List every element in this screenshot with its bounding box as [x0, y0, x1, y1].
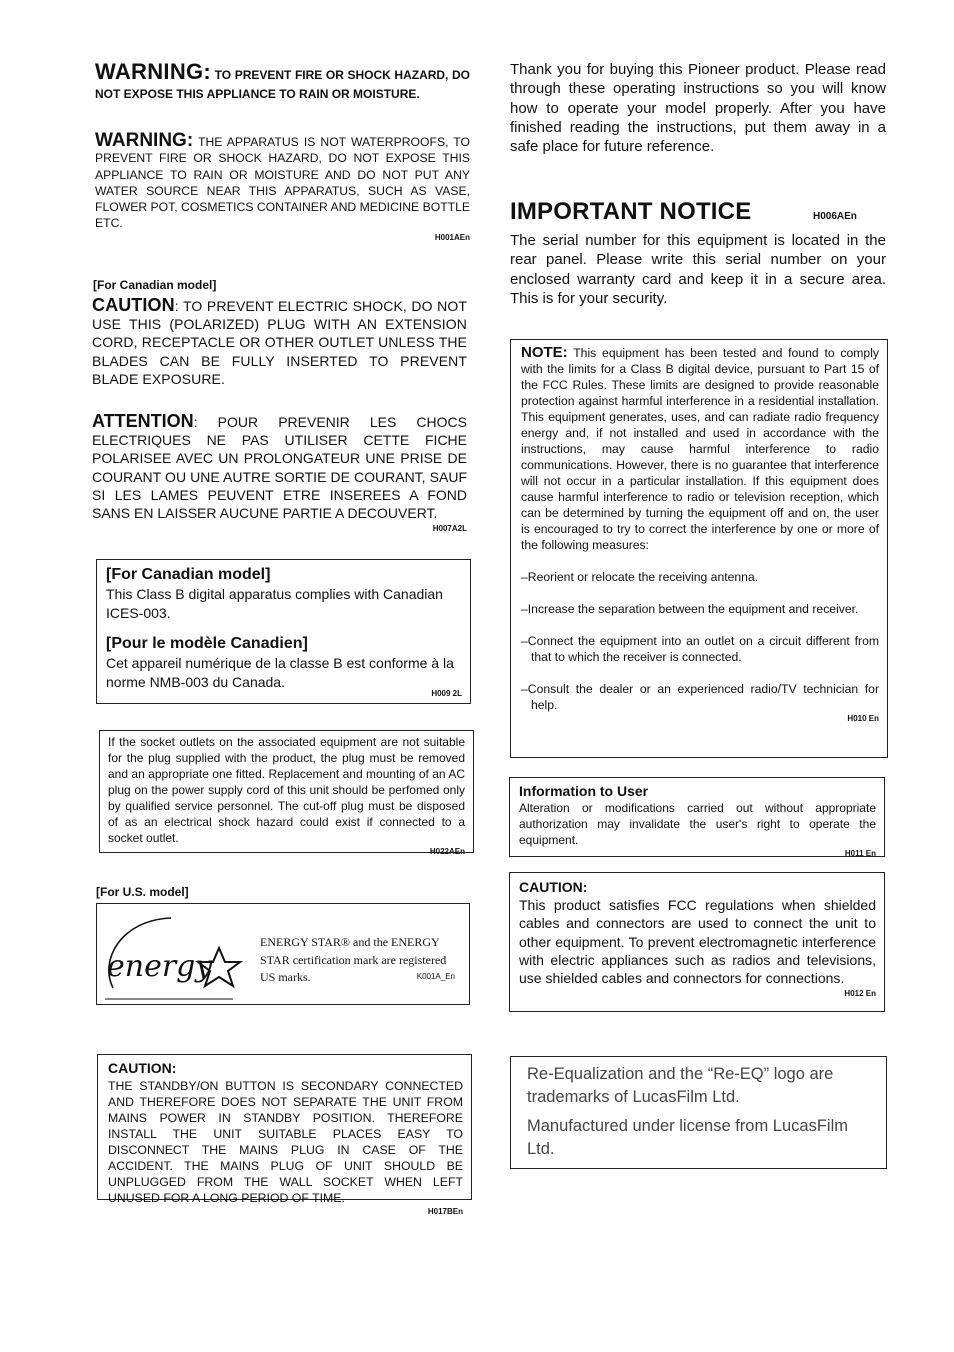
reference-code: H011 En	[844, 849, 876, 858]
info-title: Information to User	[519, 783, 649, 799]
thank-you-paragraph: Thank you for buying this Pioneer product. Please read through these operating instructions so you will know how to operate your model properly. After you have finished reading the instructions, put them away in a safe place for future reference.	[510, 61, 886, 156]
reference-code: H012 En	[844, 989, 876, 999]
warning-fire-shock	[95, 59, 470, 104]
re-eq-trademark-box	[510, 1056, 887, 1169]
attention-french	[92, 412, 467, 538]
note-measure: –Increase the separation between the equipment and receiver.	[521, 602, 859, 616]
fcc-caution-text: This product satisfies FCC regulations when shielded cables and connectors are used to connect the unit to other equipment. To prevent electromagnetic interference with electric appliances such as radios and televisions, use shielded cables and connectors for connections.	[519, 897, 876, 987]
attention-label: ATTENTION	[92, 411, 194, 431]
reeq-license-text: Manufactured under license from LucasFilm Ltd.	[527, 1117, 848, 1158]
canadian-caution	[92, 296, 467, 388]
reference-code: H007A2L	[432, 524, 467, 534]
caution-label: CAUTION:	[519, 879, 588, 895]
attention-text: : POUR PREVENIR LES CHOCS ELECTRIQUES NE PAS UTILISER CETTE FICHE POLARISEE AVEC UN PROLONGATEUR UNE PRISE DE COURANT OU UNE AUTRE SORTIE DE COURANT, SAUF SI LES LAMES PEUVENT ETRE INSEREES A FOND SANS EN LAISSER AUCUNE PARTIE A DECOUVERT.	[92, 414, 467, 522]
ices-compliance-box	[96, 559, 471, 704]
energy-star-text: ENERGY STAR® and the ENERGY STAR certification mark are registered US marks.	[260, 935, 447, 984]
note-measure: –Reorient or relocate the receiving antenna.	[521, 570, 759, 584]
ices-en-text: This Class B digital apparatus complies with Canadian ICES-003.	[106, 586, 443, 621]
reference-code: H006AEn	[813, 211, 857, 222]
plug-text: If the socket outlets on the associated equipment are not suitable for the plug supplied with the product, the plug must be removed and an appropriate one fitted. Replacement and mounting of an AC plug on the power supply cord of this unit should be perfomed only by qualified service personnel. The cut-off plug must be disposed of as an electrical shock hazard could exist if connected to a socket outlet.	[108, 735, 465, 845]
reference-code: H001AEn	[434, 232, 470, 242]
caution-text: : TO PREVENT ELECTRIC SHOCK, DO NOT USE THIS (POLARIZED) PLUG WITH AN EXTENSION CORD, RECEPTACLE OR OTHER OUTLET UNLESS THE BLADES CAN BE FULLY INSERTED TO PREVENT BLADE EXPOSURE.	[92, 298, 467, 387]
energy-star-box	[96, 903, 470, 1005]
note-label: NOTE:	[521, 344, 568, 361]
us-model-header: [For U.S. model]	[96, 885, 189, 899]
reference-code: H017BEn	[427, 1207, 463, 1216]
reference-code: H022AEn	[429, 847, 465, 856]
caution-label: CAUTION:	[108, 1060, 177, 1076]
note-measure: –Connect the equipment into an outlet on a circuit different from that to which the receiver is connected.	[521, 634, 879, 664]
important-notice-text: The serial number for this equipment is located in the rear panel. Please write this serial number on your enclosed warranty card and keep it in a secure area. This is for your security.	[510, 232, 886, 307]
energy-star-logo	[101, 910, 251, 1002]
information-to-user-box	[509, 777, 885, 857]
standby-text: THE STANDBY/ON BUTTON IS SECONDARY CONNECTED AND THEREFORE DOES NOT SEPARATE THE UNIT FROM MAINS POWER IN STANDBY POSITION. THEREFORE INSTALL THE UNIT SUITABLE PLACES EASY TO DISCONNECT THE MAINS PLUG IN CASE OF THE ACCIDENT. THE MAINS PLUG OF UNIT SHOULD BE UNPLUGGED FROM THE WALL SOCKET WHEN LEFT UNUSED FOR A LONG PERIOD OF TIME.	[108, 1079, 463, 1205]
ices-en-header: [For Canadian model]	[106, 566, 271, 583]
ices-fr-header: [Pour le modèle Canadien]	[106, 635, 308, 652]
warning-waterproof	[95, 130, 470, 246]
note-text: This equipment has been tested and found to comply with the limits for a Class B digital device, pursuant to Part 15 of the FCC Rules. These limits are designed to provide reasonable protection against harmful interference in a residential installation. This equipment generates, uses, and can radiate radio frequency energy and, if not installed and used in accordance with the instructions, may cause harmful interference to radio communications. However, there is no guarantee that interference will not occur in a particular installation. If this equipment does cause harmful interference to radio or television reception, which can be determined by turning the equipment off and on, the user is encouraged to try to correct the interference by one or more of the following measures:	[521, 346, 879, 552]
canadian-model-header: [For Canadian model]	[93, 278, 217, 292]
warning-label: WARNING:	[95, 130, 194, 151]
info-text: Alteration or modifications carried out without appropriate authorization may invalidate the user's right to operate the equipment.	[519, 801, 876, 847]
ices-fr-text: Cet appareil numérique de la classe B est conforme à la norme NMB-003 du Canada.	[106, 655, 454, 690]
reference-code: H009 2L	[431, 689, 462, 698]
fcc-caution-box	[509, 872, 885, 1012]
caution-label: CAUTION	[92, 295, 175, 315]
plug-replacement-box	[99, 730, 474, 856]
warning-text: TO PREVENT FIRE OR SHOCK HAZARD, DO NOT EXPOSE THIS APPLIANCE TO RAIN OR MOISTURE.	[95, 68, 470, 101]
note-measure: –Consult the dealer or an experienced radio/TV technician for help.	[521, 682, 879, 712]
reference-code: H010 En	[847, 714, 879, 723]
reeq-trademark-text: Re-Equalization and the “Re-EQ” logo are trademarks of LucasFilm Ltd.	[527, 1065, 834, 1106]
reference-code: K001A_En	[416, 972, 455, 981]
fcc-note-box	[510, 339, 888, 758]
warning-label: WARNING:	[95, 59, 212, 84]
important-notice-title: IMPORTANT NOTICE	[510, 198, 752, 225]
warning-text: THE APPARATUS IS NOT WATERPROOFS, TO PREVENT FIRE OR SHOCK HAZARD, DO NOT EXPOSE THIS APPLIANCE TO RAIN OR MOISTURE AND DO NOT PUT ANY WATER SOURCE NEAR THIS APPARATUS, SUCH AS VASE, FLOWER POT, COSMETICS CONTAINER AND MEDICINE BOTTLE ETC.	[95, 135, 470, 231]
energy-logo-text: energy	[107, 949, 213, 984]
standby-caution-box	[97, 1054, 472, 1216]
